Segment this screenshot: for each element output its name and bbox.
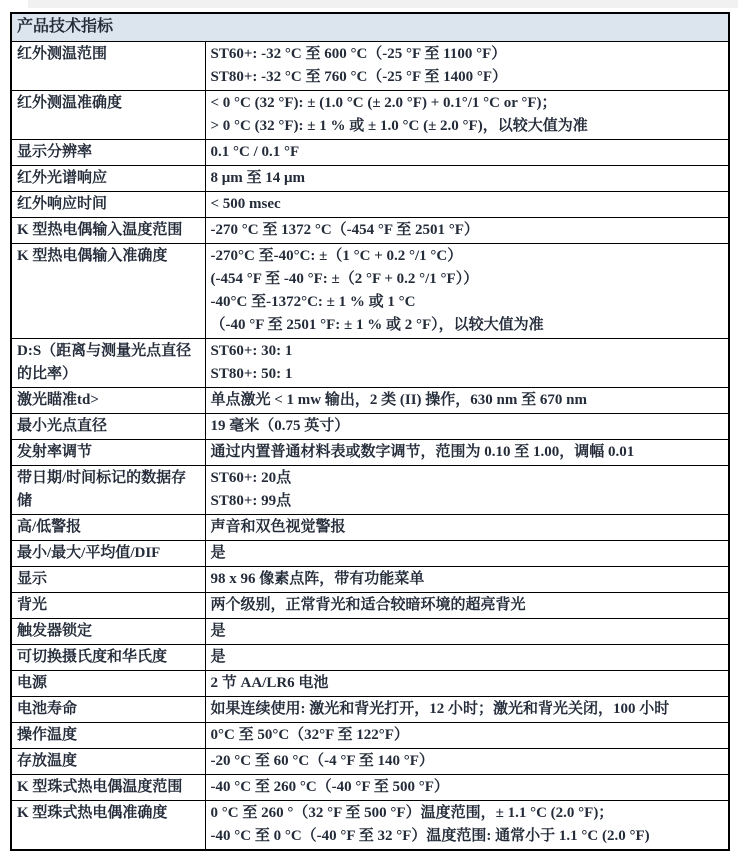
spec-value-line: -270 °C 至 1372 °C（-454 °F 至 2501 °F）: [210, 221, 479, 238]
spec-label: 可切换摄氏度和华氏度: [11, 644, 205, 670]
spec-value: [205, 748, 729, 774]
spec-value-line: -20 °C 至 60 °C（-4 °F 至 140 °F）: [210, 752, 434, 769]
spec-row: [11, 748, 729, 774]
spec-table-body: [11, 41, 729, 850]
spec-row: [11, 90, 729, 139]
spec-value: [205, 592, 729, 618]
spec-row: [11, 514, 729, 540]
spec-value-line: -40°C 至-1372°C: ± 1 % 或 1 °C: [210, 293, 416, 310]
spec-row: [11, 465, 729, 514]
spec-value: [205, 514, 729, 540]
spec-value-line: 98 x 96 像素点阵，带有功能菜单: [210, 570, 425, 587]
spec-label: 显示: [11, 566, 205, 592]
spec-label: 电池寿命: [11, 696, 205, 722]
spec-label: K 型珠式热电偶温度范围: [11, 774, 205, 800]
spec-label: 红外测温范围: [11, 41, 205, 90]
spec-row: [11, 670, 729, 696]
spec-row: [11, 644, 729, 670]
spec-row: [11, 439, 729, 465]
spec-label: 最小/最大/平均值/DIF: [11, 540, 205, 566]
spec-value-line: 2 节 AA/LR6 电池: [210, 674, 329, 691]
spec-row: [11, 243, 729, 338]
spec-value: [205, 439, 729, 465]
spec-value-line: 0.1 °C / 0.1 °F: [210, 143, 300, 160]
spec-row: [11, 618, 729, 644]
page-top-strip: [28, 0, 738, 8]
spec-row: [11, 191, 729, 217]
spec-row: [11, 165, 729, 191]
spec-label: 背光: [11, 592, 205, 618]
spec-label: 带日期/时间标记的数据存储: [11, 465, 205, 514]
spec-label: 红外测温准确度: [11, 90, 205, 139]
spec-label: 发射率调节: [11, 439, 205, 465]
spec-row: [11, 592, 729, 618]
spec-value-line: 声音和双色视觉警报: [210, 518, 346, 535]
spec-row: [11, 217, 729, 243]
spec-value-line: 两个级别，正常背光和适合较暗环境的超亮背光: [210, 596, 526, 613]
spec-value: [205, 540, 729, 566]
spec-row: [11, 139, 729, 165]
spec-row: [11, 413, 729, 439]
spec-value-line: 是: [210, 544, 226, 561]
spec-label: 红外响应时间: [11, 191, 205, 217]
spec-label: 电源: [11, 670, 205, 696]
spec-value-line: 19 毫米（0.75 英寸）: [210, 417, 350, 434]
spec-value: [205, 618, 729, 644]
spec-label: K 型热电偶输入准确度: [11, 243, 205, 338]
spec-value-line: 8 μm 至 14 μm: [210, 169, 305, 186]
spec-value-line: ST80+: 99点: [210, 492, 292, 509]
spec-value-line: 是: [210, 622, 226, 639]
spec-value: [205, 696, 729, 722]
spec-value-line: < 0 °C (32 °F): ± (1.0 °C (± 2.0 °F) + 0.1°/1 °C or °F)；: [210, 94, 557, 111]
spec-row: [11, 800, 729, 850]
spec-label: 激光瞄准td>: [11, 387, 205, 413]
spec-value-line: ST60+: 30: 1: [210, 342, 293, 359]
spec-value-line: -270°C 至-40°C: ±（1 °C + 0.2 °/1 °C）: [210, 247, 463, 264]
spec-label: 最小光点直径: [11, 413, 205, 439]
spec-value-line: ST60+: 20点: [210, 469, 292, 486]
spec-label: K 型珠式热电偶准确度: [11, 800, 205, 850]
spec-value-line: （-40 °F 至 2501 °F: ± 1 % 或 2 °F），以较大值为准: [210, 316, 544, 333]
spec-label: K 型热电偶输入温度范围: [11, 217, 205, 243]
spec-label: 触发器锁定: [11, 618, 205, 644]
spec-value: [205, 465, 729, 514]
spec-value-line: 通过内置普通材料表或数字调节，范围为 0.10 至 1.00，调幅 0.01: [210, 443, 635, 460]
spec-row: [11, 566, 729, 592]
spec-value: [205, 243, 729, 338]
spec-label: 操作温度: [11, 722, 205, 748]
spec-value: [205, 90, 729, 139]
spec-value: [205, 670, 729, 696]
spec-value-line: ST80+: -32 °C 至 760 °C（-25 °F 至 1400 °F）: [210, 68, 508, 85]
spec-row: [11, 41, 729, 90]
spec-value-line: < 500 msec: [210, 195, 281, 212]
spec-value: [205, 722, 729, 748]
spec-value: [205, 191, 729, 217]
spec-row: [11, 774, 729, 800]
spec-value-line: 如果连续使用: 激光和背光打开，12 小时；激光和背光关闭，100 小时: [210, 700, 670, 717]
spec-row: [11, 338, 729, 387]
spec-label: 高/低警报: [11, 514, 205, 540]
spec-value: [205, 413, 729, 439]
spec-value-line: 是: [210, 648, 226, 665]
spec-value: [205, 387, 729, 413]
spec-value-line: -40 °C 至 0 °C（-40 °F 至 32 °F）温度范围: 通常小于 1.1 °C (2.0 °F): [210, 827, 650, 844]
spec-value-line: -40 °C 至 260 °C（-40 °F 至 500 °F）: [210, 778, 449, 795]
spec-value: [205, 774, 729, 800]
table-title-row: [11, 13, 729, 41]
spec-value-line: 单点激光 < 1 mw 输出，2 类 (II) 操作，630 nm 至 670 nm: [210, 391, 587, 408]
spec-value-line: 0 °C 至 260 °（32 °F 至 500 °F）温度范围，± 1.1 °C (2.0 °F)；: [210, 804, 614, 821]
spec-value: [205, 41, 729, 90]
table-title: 产品技术指标: [11, 13, 729, 41]
spec-row: [11, 540, 729, 566]
spec-label: 显示分辨率: [11, 139, 205, 165]
spec-label: 红外光谱响应: [11, 165, 205, 191]
spec-row: [11, 387, 729, 413]
spec-value-line: > 0 °C (32 °F): ± 1 % 或 ± 1.0 °C (± 2.0 °F)，以较大值为准: [210, 117, 588, 134]
spec-value: [205, 217, 729, 243]
spec-value: [205, 644, 729, 670]
spec-value: [205, 139, 729, 165]
spec-row: [11, 696, 729, 722]
spec-label: 存放温度: [11, 748, 205, 774]
spec-value: [205, 800, 729, 850]
spec-value: [205, 165, 729, 191]
spec-value: [205, 338, 729, 387]
spec-value-line: ST60+: -32 °C 至 600 °C（-25 °F 至 1100 °F）: [210, 45, 507, 62]
spec-value-line: 0°C 至 50°C（32°F 至 122°F）: [210, 726, 409, 743]
spec-value-line: (-454 °F 至 -40 °F: ±（2 °F + 0.2 °/1 °F））: [210, 270, 479, 287]
product-spec-table: [10, 12, 730, 851]
spec-value: [205, 566, 729, 592]
spec-row: [11, 722, 729, 748]
spec-label: D:S（距离与测量光点直径的比率）: [11, 338, 205, 387]
spec-value-line: ST80+: 50: 1: [210, 365, 293, 382]
